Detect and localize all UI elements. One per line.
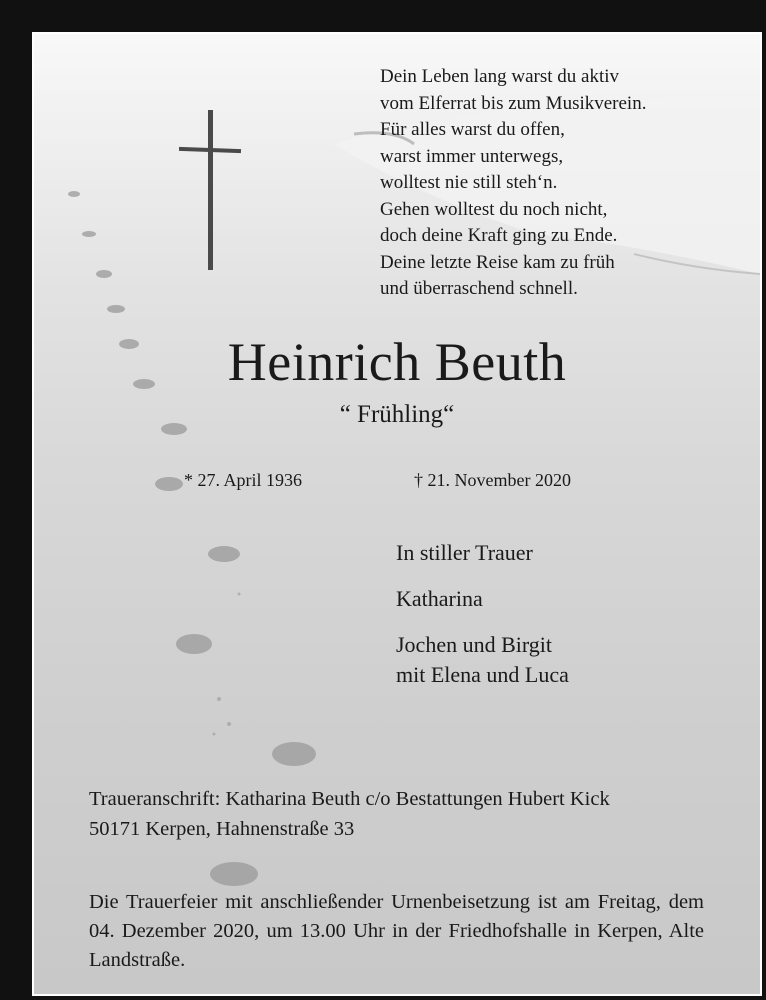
death-date: † 21. November 2020 (414, 470, 571, 490)
deceased-name: Heinrich Beuth (227, 332, 567, 392)
poem-line: Gehen wolltest du noch nicht, (380, 198, 608, 220)
birth-date: * 27. April 1936 (184, 470, 303, 490)
mourners-block (396, 538, 569, 690)
poem-line: Dein Leben lang warst du aktiv (380, 66, 620, 87)
mourning-intro: In stiller Trauer (396, 540, 533, 565)
mourner-name: Jochen und Birgit (396, 632, 553, 657)
poem-line: doch deine Kraft ging zu Ende. (380, 225, 618, 246)
funeral-service-info: Die Trauerfeier mit anschließender Urnenbeisetzung ist am Freitag, dem 04. Dezember 2020, um 13.00 Uhr in der Friedhofshalle in Kerpen, Alte Landstraße. (89, 891, 704, 971)
poem-line: Für alles warst du offen, (380, 119, 565, 140)
poem-line: vom Elferrat bis zum Musikverein. (380, 92, 647, 114)
poem-line: und überraschend schnell. (380, 278, 578, 299)
address-line: Traueranschrift: Katharina Beuth c/o Bestattungen Hubert Kick (89, 788, 610, 810)
mourner-name: mit Elena und Luca (396, 662, 569, 687)
poem-line: wolltest nie still steh‘n. (380, 172, 558, 193)
poem (380, 64, 646, 303)
poem-line: warst immer unterwegs, (380, 145, 564, 167)
address-line: 50171 Kerpen, Hahnenstraße 33 (89, 818, 355, 840)
mourning-address (89, 784, 610, 844)
obituary-card (32, 32, 762, 996)
deceased-nickname: “ Frühling“ (339, 401, 455, 428)
mourner-name: Katharina (396, 586, 483, 611)
poem-line: Deine letzte Reise kam zu früh (380, 251, 615, 273)
footprints-icon (68, 191, 316, 886)
